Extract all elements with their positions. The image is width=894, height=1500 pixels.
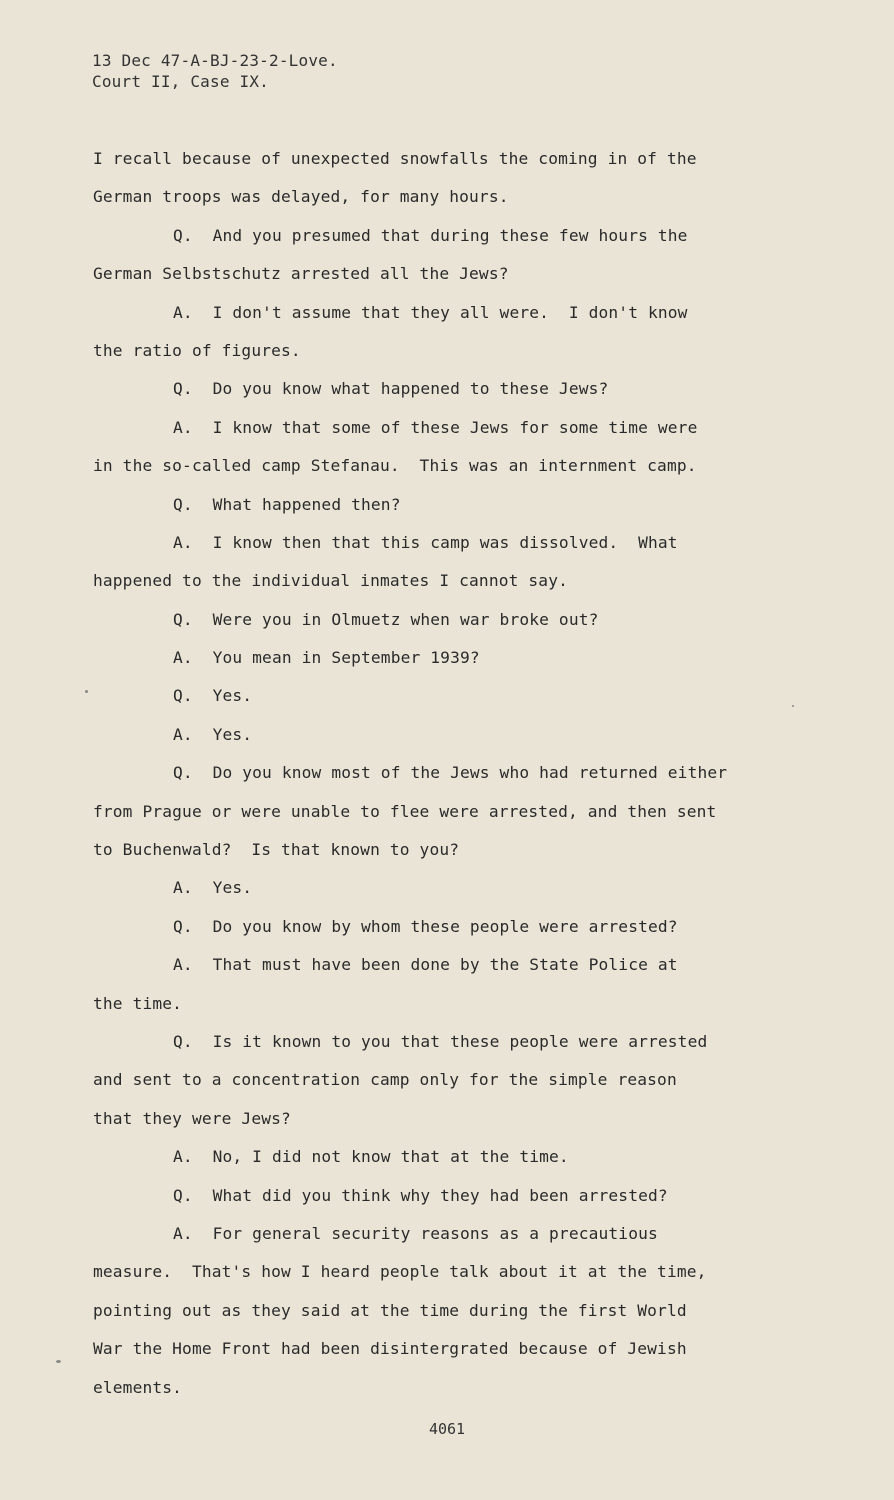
transcript-line: the ratio of figures. [93,340,301,360]
transcript-line: Q. Yes. [173,686,253,706]
transcript-line: Q. What did you think why they had been arrested? [173,1185,668,1205]
speck [85,690,88,693]
document-header [92,50,338,92]
transcript-line: A. For general security reasons as a precautious [173,1223,658,1243]
transcript-line: Q. Were you in Olmuetz when war broke out? [173,609,599,629]
transcript-line: measure. That's how I heard people talk about it at the time, [93,1262,707,1282]
transcript-line: I recall because of unexpected snowfalls the coming in of the [93,149,697,168]
transcript-line: Q. Do you know by whom these people were arrested? [173,916,678,936]
transcript-line: Q. Do you know what happened to these Jews? [173,379,609,399]
page-number: 4061 [428,1420,466,1438]
transcript-line: War the Home Front had been disintergrated because of Jewish [93,1339,687,1359]
transcript-line: Q. And you presumed that during these few hours the [173,225,688,245]
speck [56,1360,61,1363]
transcript-line: the time. [93,993,183,1013]
transcript-line: elements. [93,1377,183,1397]
transcript-line: in the so-called camp Stefanau. This was an internment camp. [93,456,697,476]
transcript-line: A. I don't assume that they all were. I don't know [173,302,688,322]
speck [792,705,794,707]
transcript-line: German Selbstschutz arrested all the Jews? [93,264,509,284]
transcript-line: A. Yes. [173,878,253,898]
transcript-line: and sent to a concentration camp only for the simple reason [93,1070,677,1090]
transcript-line: German troops was delayed, for many hours. [93,187,509,207]
transcript-line: from Prague or were unable to flee were arrested, and then sent [93,801,717,821]
header-line-2: Court II, Case IX. [92,72,269,91]
transcript-line: happened to the individual inmates I cannot say. [93,571,568,591]
transcript-line: that they were Jews? [93,1108,291,1128]
transcript-line: to Buchenwald? Is that known to you? [93,840,460,860]
transcript-line: Q. Is it known to you that these people were arrested [173,1031,708,1051]
transcript-line: Q. Do you know most of the Jews who had returned either [173,763,728,783]
transcript-line: A. No, I did not know that at the time. [173,1147,569,1167]
transcript-line: A. That must have been done by the State Police at [173,955,678,975]
transcript-line: pointing out as they said at the time during the first World [93,1300,687,1320]
transcript-line: A. I know that some of these Jews for some time were [173,417,698,437]
transcript-line: A. Yes. [173,724,253,744]
transcript-line: A. You mean in September 1939? [173,648,480,668]
header-line-1: 13 Dec 47-A-BJ-23-2-Love. [92,51,338,70]
transcript-line: A. I know then that this camp was dissolved. What [173,532,678,552]
transcript-body [93,140,833,1407]
transcript-line: Q. What happened then? [173,494,401,514]
